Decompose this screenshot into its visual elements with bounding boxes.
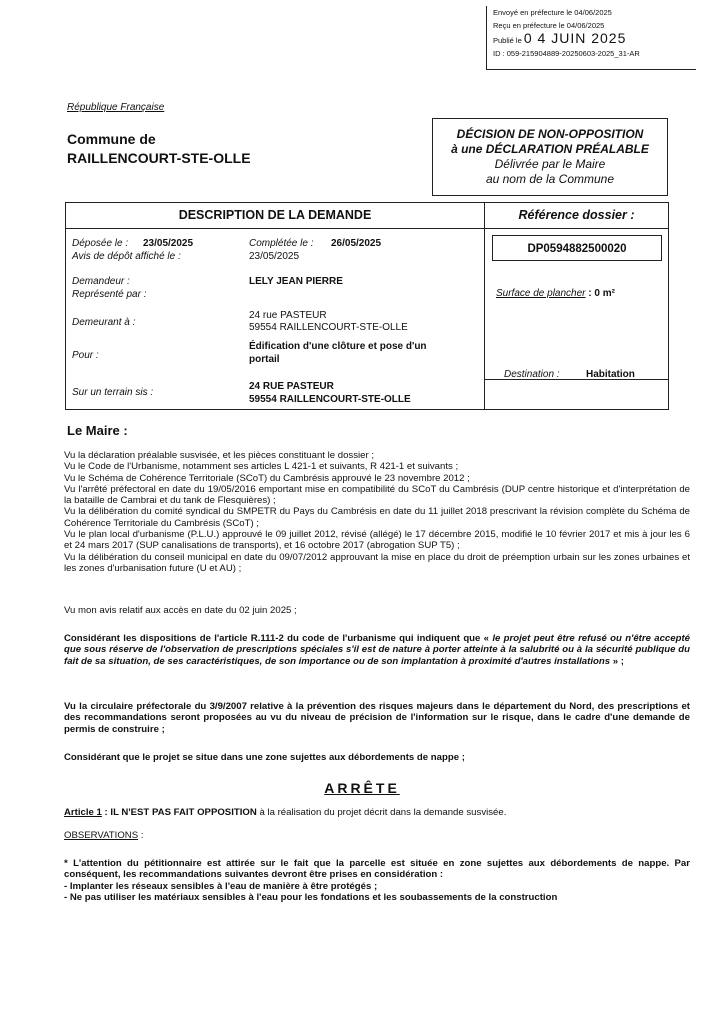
- avis-label: Avis de dépôt affiché le :: [72, 251, 181, 262]
- represente-label: Représenté par :: [72, 289, 147, 300]
- vu-avis: Vu mon avis relatif aux accès en date du 02 juin 2025 ;: [64, 605, 297, 616]
- demeurant-line2: 59554 RAILLENCOURT-STE-OLLE: [249, 322, 408, 333]
- surface-row: [496, 288, 615, 300]
- destination-label: Destination :: [504, 369, 560, 380]
- considerant-1-quote: le projet peut être refusé ou n'être accepté que sous réserve de l'observation de prescriptions spéciales s'il est de nature à porter atteinte à la salubrité ou à la sécurité publique du fait de sa situation, de ses caractéristiques, de son importance ou de son implantation à proximité d'autres installations: [64, 633, 690, 667]
- stamp-envoye: Envoyé en préfecture le 04/06/2025: [493, 8, 612, 17]
- demeurant-line1: 24 rue PASTEUR: [249, 310, 327, 321]
- demeurant-label: Demeurant à :: [72, 317, 136, 328]
- vu-6: Vu le plan local d'urbanisme (P.L.U.) approuvé le 09 juillet 2012, révisé (allégé) le 17 décembre 2015, modifié le 10 février 2017 et mis à jour les 6 et 24 mars 2017 (SUP canalisations de transports), et 16 octobre 2017 (abrogation SUP T5) ;: [64, 529, 690, 552]
- commune-line1: Commune de: [67, 131, 156, 147]
- vu-5: Vu la délibération du comité syndical du SMPETR du Pays du Cambrésis en date du 11 juillet 2018 prescrivant la révision complète du Schéma de Cohérence Territoriale du Cambrésis (SCoT) ;: [64, 506, 690, 529]
- deposee-value: 23/05/2025: [143, 238, 194, 249]
- pour-label: Pour :: [72, 350, 99, 361]
- terrain-line1: 24 RUE PASTEUR: [249, 381, 334, 392]
- completee-value: 26/05/2025: [331, 238, 382, 249]
- decision-line3: Délivrée par le Maire: [494, 157, 606, 171]
- description-title: DESCRIPTION DE LA DEMANDE: [66, 203, 484, 229]
- pour-line2: portail: [249, 354, 280, 365]
- vu-4: Vu l'arrêté préfectoral en date du 19/05/2016 emportant mise en compatibilité du SCoT du Cambrésis (DUP centre historique et d'interprétation de la bataille de Cambrai et du tank de Flesquières) ;: [64, 483, 690, 507]
- stamp-recu: Reçu en préfecture le 04/06/2025: [493, 21, 605, 30]
- observation-1: * L'attention du pétitionnaire est attirée sur le fait que la parcelle est située en zone sujettes aux débordements de nappe. Par conséquent, les recommandations suivantes devront être prises en considération :: [64, 858, 690, 881]
- observations-colon: :: [138, 830, 144, 841]
- stamp-publie-date: 0 4 JUIN 2025: [523, 30, 627, 46]
- terrain-label: Sur un terrain sis :: [72, 387, 154, 398]
- observation-2: - Implanter les réseaux sensibles à l'eau de manière à être protégés ;: [64, 880, 378, 892]
- deposee-label: Déposée le :: [72, 238, 129, 249]
- avis-value: 23/05/2025: [249, 251, 300, 262]
- vu-3: Vu le Schéma de Cohérence Territoriale (SCoT) du Cambrésis approuvé le 23 novembre 2012 ;: [64, 472, 470, 484]
- stamp-id: ID : 059-215904889-20250603-2025_31-AR: [493, 49, 640, 58]
- observations-heading: [64, 830, 690, 841]
- considerant-1-c: » ;: [610, 655, 624, 667]
- article-1: [64, 807, 690, 818]
- demandeur-label: Demandeur :: [72, 276, 130, 287]
- observation-3: - Ne pas utiliser les matériaux sensibles à l'eau pour les fondations et les soubassements de la construction: [64, 891, 558, 903]
- vu-2: Vu le Code de l'Urbanisme, notamment ses articles L 421-1 et suivants, R 421-1 et suivants ;: [64, 461, 459, 473]
- republique-francaise: République Française: [67, 102, 165, 113]
- observations-block: [64, 858, 690, 903]
- decision-line4: au nom de la Commune: [485, 172, 615, 186]
- reference-title: Référence dossier :: [485, 203, 668, 229]
- article-1-bold: : IL N'EST PAS FAIT OPPOSITION: [101, 807, 257, 818]
- decision-line2: à une DÉCLARATION PRÉALABLE: [451, 142, 649, 156]
- destination-value: Habitation: [586, 369, 635, 380]
- terrain-line2: 59554 RAILLENCOURT-STE-OLLE: [249, 394, 411, 405]
- considerant-3: Considérant que le projet se situe dans une zone sujettes aux débordements de nappe ;: [64, 752, 465, 763]
- vu-1: Vu la déclaration préalable susvisée, et les pièces constituant le dossier ;: [64, 450, 375, 461]
- commune-line2: RAILLENCOURT-STE-OLLE: [67, 150, 251, 166]
- observations-label: OBSERVATIONS: [64, 830, 139, 841]
- considerant-1: [64, 633, 690, 667]
- decision-line1: DÉCISION DE NON-OPPOSITION: [456, 127, 644, 141]
- considerant-2: Vu la circulaire préfectorale du 3/9/2007 relative à la prévention des risques majeurs dans le département du Nord, des prescriptions et des recommandations seront proposées au vu du niveau de précision de l'information sur le risque, dans le cadre d'une demande de permis de construire ;: [64, 701, 690, 735]
- decision-box: [432, 118, 668, 196]
- article-1-rest: à la réalisation du projet décrit dans la demande susvisée.: [256, 807, 507, 818]
- surface-value: : 0 m²: [588, 288, 615, 299]
- demandeur-value: LELY JEAN PIERRE: [249, 276, 343, 287]
- commune-title: [67, 130, 251, 168]
- visas-block: [64, 450, 690, 574]
- prefecture-stamp: [486, 6, 696, 70]
- considerant-1-a: Considérant les dispositions de l'article R.111-2 du code de l'urbanisme qui indiquent que «: [64, 633, 493, 644]
- stamp-publie-label: Publié le: [493, 36, 522, 45]
- article-1-label: Article 1: [64, 807, 102, 818]
- stamp-publie: [493, 32, 696, 47]
- reference-number: DP0594882500020: [492, 235, 662, 261]
- completee-label: Complétée le :: [249, 238, 314, 249]
- arrete-heading: ARRÊTE: [324, 780, 400, 796]
- vu-7: Vu la délibération du conseil municipal en date du 09/07/2012 approuvant la mise en place du droit de préemption urbain sur les zones urbaines et les zones d'urbanisation future (U et AU) ;: [64, 551, 690, 574]
- surface-label: Surface de plancher: [496, 288, 586, 299]
- maire-heading: Le Maire :: [67, 423, 128, 438]
- pour-line1: Édification d'une clôture et pose d'un: [249, 341, 427, 352]
